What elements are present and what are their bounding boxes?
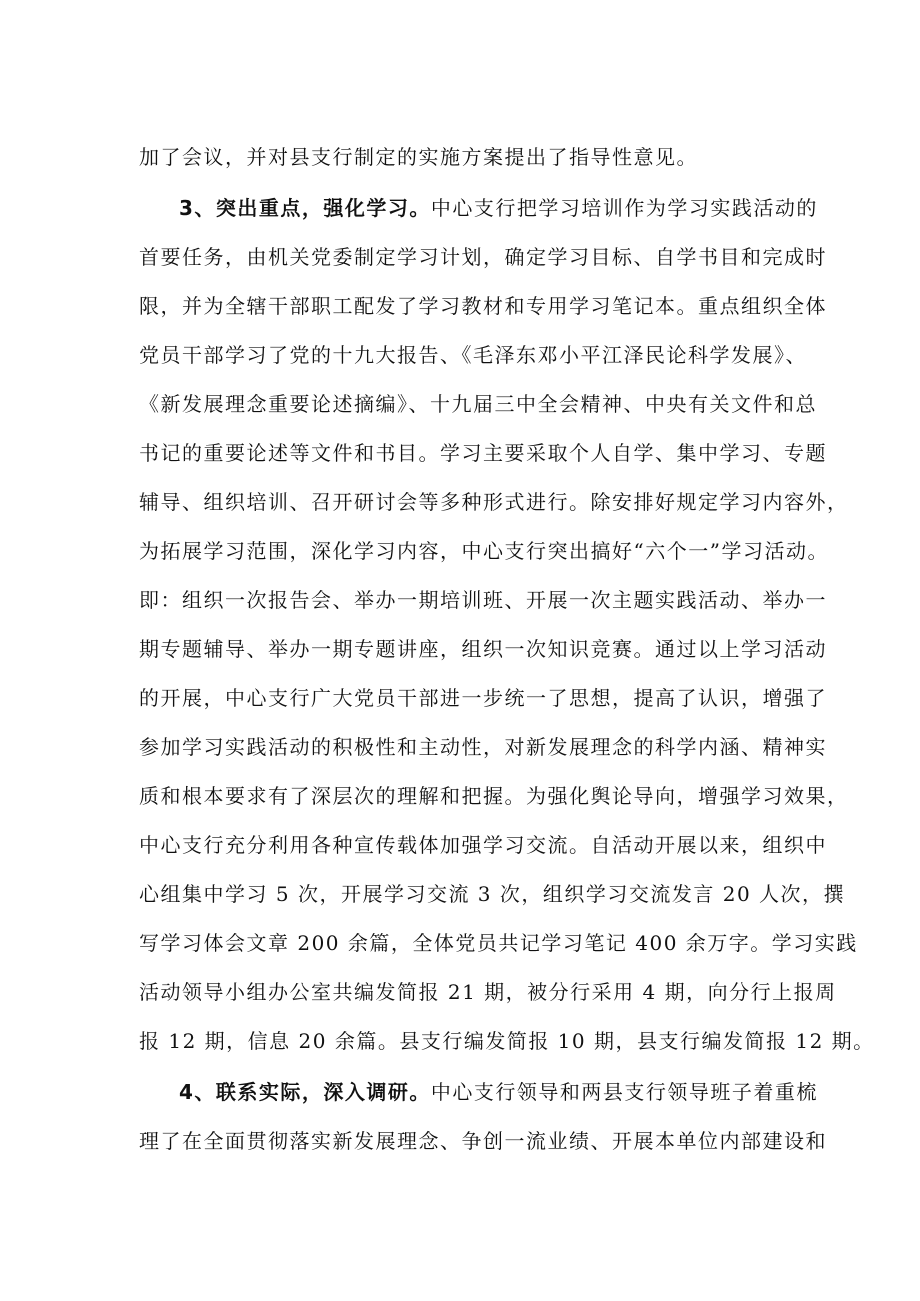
section-4-first-line <box>139 1076 818 1108</box>
section-4-heading: 4、联系实际，深入调研。 <box>179 1080 431 1104</box>
section-3-first-line <box>139 192 818 224</box>
paragraph-line: 活动领导小组办公室共编发简报 21 期，被分行采用 4 期，向分行上报周 <box>139 980 837 1004</box>
paragraph-line: 参加学习实践活动的积极性和主动性，对新发展理念的科学内涵、精神实 <box>139 735 827 759</box>
paragraph-line: 书记的重要论述等文件和书目。学习主要采取个人自学、集中学习、专题 <box>139 441 827 465</box>
paragraph-line: 《新发展理念重要论述摘编》、十九届三中全会精神、中央有关文件和总 <box>139 392 817 416</box>
paragraph-line: 为拓展学习范围，深化学习内容，中心支行突出搞好“六个一”学习活动。 <box>139 539 829 563</box>
paragraph-line: 报 12 期，信息 20 余篇。县支行编发简报 10 期，县支行编发简报 12 期。 <box>139 1029 875 1053</box>
paragraph-line: 党员干部学习了党的十九大报告、《毛泽东邓小平江泽民论科学发展》、 <box>139 343 807 367</box>
paragraph-line: 限，并为全辖干部职工配发了学习教材和专用学习笔记本。重点组织全体 <box>139 294 827 318</box>
section-3-first-line-text: 中心支行把学习培训作为学习实践活动的 <box>430 196 818 220</box>
paragraph-line: 首要任务，由机关党委制定学习计划，确定学习目标、自学书目和完成时 <box>139 245 827 269</box>
paragraph-line: 的开展，中心支行广大党员干部进一步统一了思想，提高了认识，增强了 <box>139 686 827 710</box>
paragraph-line: 辅导、组织培训、召开研讨会等多种形式进行。除安排好规定学习内容外， <box>139 490 849 514</box>
carryover-text: 加了会议，并对县支行制定的实施方案提出了指导性意见。 <box>139 145 698 169</box>
paragraph-line: 期专题辅导、举办一期专题讲座，组织一次知识竞赛。通过以上学习活动 <box>139 637 827 661</box>
paragraph-line: 写学习体会文章 200 余篇，全体党员共记学习笔记 400 余万字。学习实践 <box>139 931 858 955</box>
section-4-first-line-text: 中心支行领导和两县支行领导班子着重梳 <box>430 1080 818 1104</box>
section-3-heading: 3、突出重点，强化学习。 <box>179 196 431 220</box>
paragraph-line: 即：组织一次报告会、举办一期培训班、开展一次主题实践活动、举办一 <box>139 588 827 612</box>
paragraph-line: 质和根本要求有了深层次的理解和把握。为强化舆论导向，增强学习效果， <box>139 784 849 808</box>
paragraph-line: 中心支行充分利用各种宣传载体加强学习交流。自活动开展以来，组织中 <box>139 833 827 857</box>
paragraph-line: 理了在全面贯彻落实新发展理念、争创一流业绩、开展本单位内部建设和 <box>139 1129 827 1153</box>
paragraph-line: 心组集中学习 5 次，开展学习交流 3 次，组织学习交流发言 20 人次，撰 <box>139 882 846 906</box>
paragraph-line <box>139 141 698 173</box>
